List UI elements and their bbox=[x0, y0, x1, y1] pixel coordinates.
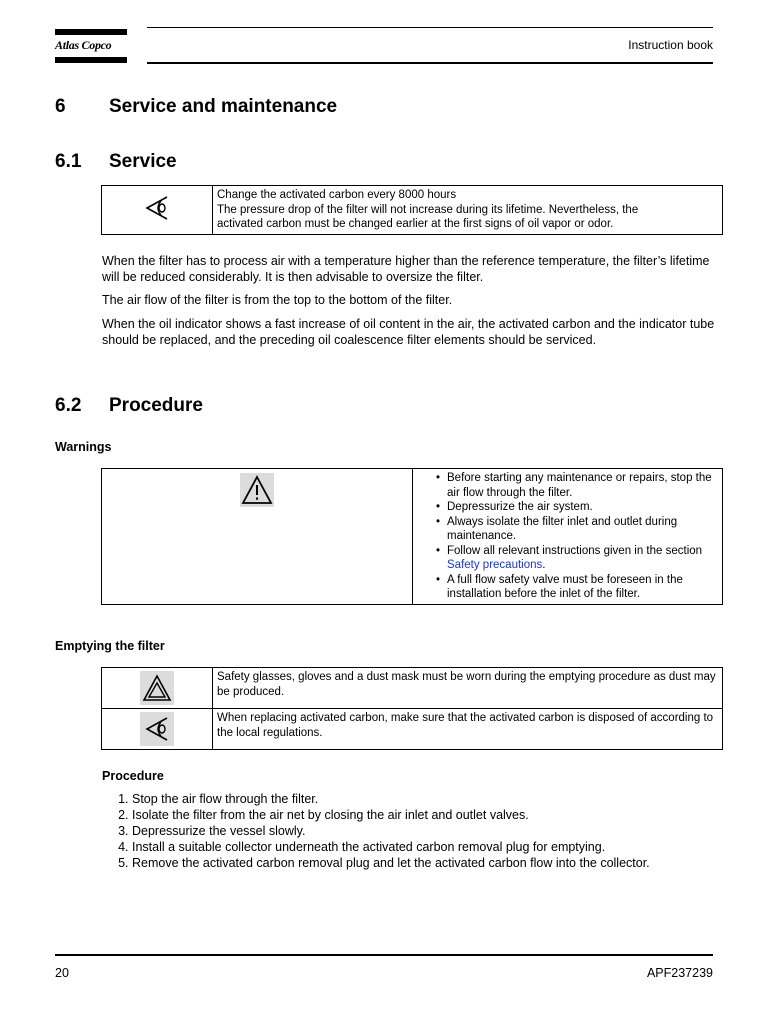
emptying-heading: Emptying the filter bbox=[55, 639, 165, 653]
warnings-list bbox=[433, 471, 716, 602]
service-paragraph-2: The air flow of the filter is from the top to the bottom of the filter. bbox=[102, 293, 453, 307]
logo-bar-top bbox=[55, 29, 127, 35]
service-note-line-3: activated carbon must be changed earlier at the first signs of oil vapor or odor. bbox=[217, 218, 614, 230]
procedure-steps bbox=[102, 791, 722, 871]
service-note-icon-cell bbox=[102, 186, 213, 235]
protective-gear-icon bbox=[140, 671, 174, 705]
page-number: 20 bbox=[55, 966, 69, 980]
section-6-1-number: 6.1 bbox=[55, 151, 82, 172]
procedure-step: 3. Depressurize the vessel slowly. bbox=[132, 823, 722, 839]
procedure-heading: Procedure bbox=[102, 769, 164, 783]
warning-follow-suffix: . bbox=[542, 559, 546, 571]
warning-item bbox=[433, 544, 716, 573]
header-rule-top bbox=[147, 27, 713, 28]
procedure-step: 2. Isolate the filter from the air net by closing the air inlet and outlet valves. bbox=[132, 807, 722, 823]
emptying-text-1: Safety glasses, gloves and a dust mask must be worn during the emptying procedure as dust may be produced. bbox=[213, 668, 723, 709]
document-type: Instruction book bbox=[628, 38, 713, 52]
warnings-heading: Warnings bbox=[55, 440, 112, 454]
warnings-list-cell bbox=[413, 469, 723, 605]
logo-text: Atlas Copco bbox=[55, 38, 112, 52]
document-id: APF237239 bbox=[646, 966, 713, 980]
service-paragraph-1: When the filter has to process air with a temperature higher than the reference temperature, the filter’s lifetime will be reduced considerably. It is then advisable to oversize the filter. bbox=[102, 254, 710, 284]
service-note-line-1: Change the activated carbon every 8000 hours bbox=[217, 189, 457, 201]
safety-precautions-link[interactable]: Safety precautions bbox=[447, 559, 543, 571]
atlas-copco-logo bbox=[55, 29, 127, 63]
emptying-table bbox=[101, 667, 723, 750]
procedure-step: 4. Install a suitable collector underneath the activated carbon removal plug for emptying. bbox=[132, 839, 722, 855]
emptying-text-2: When replacing activated carbon, make sure that the activated carbon is disposed of according to the local regulations. bbox=[213, 709, 723, 750]
footer-rule bbox=[55, 954, 713, 956]
service-note-text bbox=[213, 186, 723, 235]
warning-item: • Before starting any maintenance or repairs, stop the air flow through the filter. bbox=[433, 471, 716, 500]
section-6-2-title: Procedure bbox=[109, 395, 203, 416]
procedure-step: 5. Remove the activated carbon removal plug and let the activated carbon flow into the collector. bbox=[132, 855, 722, 871]
header-rule-bottom bbox=[147, 62, 713, 64]
eye-icon bbox=[140, 191, 174, 225]
section-6-2-number: 6.2 bbox=[55, 395, 82, 416]
warning-item: • Depressurize the air system. bbox=[433, 500, 716, 515]
warnings-table bbox=[101, 468, 723, 605]
section-6-1-title: Service bbox=[109, 151, 177, 172]
warning-follow-prefix: Follow all relevant instructions given in the section bbox=[447, 544, 703, 557]
emptying-icon-cell-2 bbox=[102, 709, 213, 750]
warning-item: • Always isolate the filter inlet and outlet during maintenance. bbox=[433, 515, 716, 544]
warnings-icon-cell bbox=[102, 469, 413, 605]
service-note-table bbox=[101, 185, 723, 235]
section-6-title: Service and maintenance bbox=[109, 96, 338, 117]
service-note-line-2: The pressure drop of the filter will not increase during its lifetime. Nevertheless, the bbox=[217, 203, 639, 216]
procedure-step: 1. Stop the air flow through the filter. bbox=[132, 791, 722, 807]
logo-bar-bottom bbox=[55, 57, 127, 63]
emptying-icon-cell-1 bbox=[102, 668, 213, 709]
warning-item: • A full flow safety valve must be foreseen in the installation before the inlet of the filter. bbox=[433, 573, 716, 602]
eye-icon bbox=[140, 712, 174, 746]
section-6-number: 6 bbox=[55, 96, 66, 117]
warning-triangle-icon bbox=[240, 473, 274, 507]
service-paragraph-3: When the oil indicator shows a fast increase of oil content in the air, the activated carbon and the indicator tube should be replaced, and the preceding oil coalescence filter elements should be serviced. bbox=[102, 317, 715, 347]
